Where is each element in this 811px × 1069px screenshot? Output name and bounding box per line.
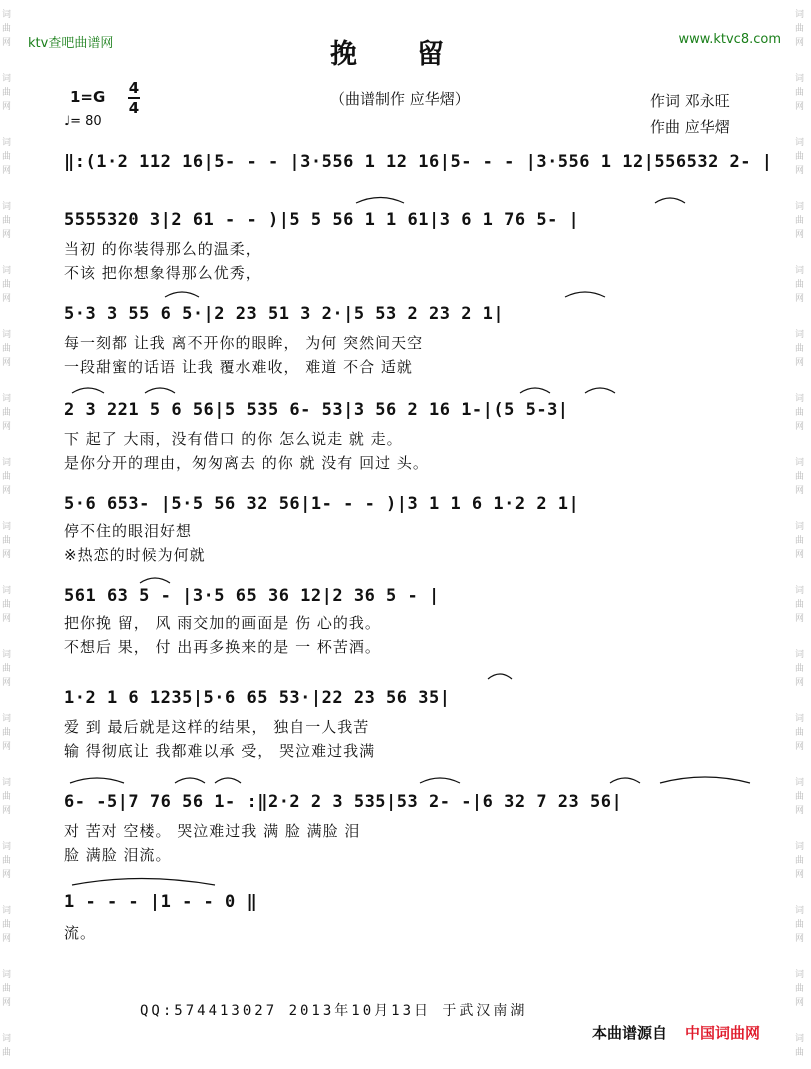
watermark-char: 词 xyxy=(2,394,12,404)
meter-top: 4 xyxy=(128,79,140,97)
watermark-char: 网 xyxy=(795,102,805,112)
watermark-char: 网 xyxy=(795,294,805,304)
watermark-char: 网 xyxy=(795,38,805,48)
watermark-char: 词 xyxy=(2,522,12,532)
watermark-char: 词 xyxy=(795,330,805,340)
watermark-char: 网 xyxy=(2,934,12,944)
watermark-char: 网 xyxy=(2,230,12,240)
lyric-line-2b: 不该 把你想象得那么优秀， xyxy=(64,264,262,282)
lyricist-credit: 作词 邓永旺 xyxy=(650,92,730,110)
watermark-char: 词 xyxy=(795,970,805,980)
lyric-line-3a: 每一刻都 让我 离不开你的眼眸， 为何 突然间天空 xyxy=(64,334,424,352)
watermark-char: 词 xyxy=(2,778,12,788)
notation-line-4: 2 3 221 5 6 56|5 535 6- 53|3 56 2 16 1-|(5 5-3| xyxy=(64,400,569,420)
watermark-char: 曲 xyxy=(795,984,805,994)
watermark-char: 网 xyxy=(795,358,805,368)
watermark-char: 网 xyxy=(795,678,805,688)
watermark-char: 网 xyxy=(2,806,12,816)
watermark-char: 词 xyxy=(2,266,12,276)
score-maker: （曲谱制作 应华熠） xyxy=(330,90,470,108)
lyric-line-2a: 当初 的你装得那么的温柔， xyxy=(64,240,262,258)
watermark-char: 曲 xyxy=(2,536,12,546)
watermark-char: 曲 xyxy=(795,920,805,930)
source-label: 本曲谱源自 xyxy=(592,1024,668,1042)
watermark-char: 词 xyxy=(795,394,805,404)
watermark-char: 词 xyxy=(795,74,805,84)
watermark-char: 曲 xyxy=(795,408,805,418)
watermark-char: 网 xyxy=(2,998,12,1008)
watermark-char: 词 xyxy=(2,10,12,20)
watermark-char: 曲 xyxy=(2,88,12,98)
watermark-char: 网 xyxy=(2,38,12,48)
lyric-line-5a: 停不住的眼泪好想 xyxy=(64,522,193,540)
notation-line-6: 561 63 5 - |3·5 65 36 12|2 36 5 - | xyxy=(64,586,440,606)
contact-date-line: QQ:574413027 2013年10月13日 于武汉南湖 xyxy=(140,1003,528,1019)
source-credit xyxy=(592,1022,760,1043)
watermark-char: 曲 xyxy=(795,472,805,482)
watermark-char: 词 xyxy=(795,778,805,788)
notation-line-1: ‖:(1·2 112 16|5- - - |3·556 1 12 16|5- - - |3·556 1 12|556532 2- | xyxy=(64,152,773,172)
watermark-char: 曲 xyxy=(795,152,805,162)
watermark-char: 词 xyxy=(795,842,805,852)
watermark-char: 曲 xyxy=(795,216,805,226)
watermark-char: 曲 xyxy=(795,792,805,802)
notation-line-8: 6- -5|7 76 56 1- :‖2·2 2 3 535|53 2- -|6 32 7 23 56| xyxy=(64,792,623,812)
watermark-char: 网 xyxy=(2,294,12,304)
lyric-line-6a: 把你挽 留， 风 雨交加的画面是 伤 心的我。 xyxy=(64,614,381,632)
notation-line-7: 1·2 1 6 1235|5·6 65 53·|22 23 56 35| xyxy=(64,688,451,708)
watermark-char: 网 xyxy=(2,422,12,432)
watermark-char: 网 xyxy=(2,742,12,752)
lyric-line-8a: 对 苦对 空楼。 哭泣难过我 满 脸 满脸 泪 xyxy=(64,822,361,840)
lyric-line-9a: 流。 xyxy=(64,924,97,942)
lyric-line-4b: 是你分开的理由，匆匆离去 的你 就 没有 回过 头。 xyxy=(64,454,429,472)
watermark-char: 网 xyxy=(795,934,805,944)
watermark-char: 网 xyxy=(2,870,12,880)
composer-credit: 作曲 应华熠 xyxy=(650,118,730,136)
watermark-char: 词 xyxy=(2,330,12,340)
watermark-char: 网 xyxy=(795,166,805,176)
tempo-marking: ♩= 80 xyxy=(64,114,102,129)
watermark-char: 词 xyxy=(2,586,12,596)
watermark-char: 曲 xyxy=(795,664,805,674)
watermark-char: 网 xyxy=(795,422,805,432)
watermark-char: 词 xyxy=(2,714,12,724)
watermark-char: 网 xyxy=(2,102,12,112)
watermark-char: 网 xyxy=(2,614,12,624)
key-signature: 1=G xyxy=(70,88,106,106)
watermark-char: 曲 xyxy=(2,152,12,162)
watermark-char: 网 xyxy=(795,230,805,240)
notation-line-3: 5·3 3 55 6 5·|2 23 51 3 2·|5 53 2 23 2 1| xyxy=(64,304,505,324)
watermark-char: 曲 xyxy=(2,24,12,34)
watermark-char: 网 xyxy=(795,806,805,816)
lyric-line-8b: 脸 满脸 泪流。 xyxy=(64,846,172,864)
notation-line-5: 5·6 653- |5·5 56 32 56|1- - - )|3 1 1 6 1·2 2 1| xyxy=(64,494,580,514)
lyric-line-6b: 不想后 果， 付 出再多换来的是 一 杯苦酒。 xyxy=(64,638,381,656)
watermark-char: 词 xyxy=(2,202,12,212)
watermark-char: 词 xyxy=(2,74,12,84)
watermark-char: 曲 xyxy=(795,344,805,354)
lyric-line-7a: 爱 到 最后就是这样的结果， 独自一人我苦 xyxy=(64,718,370,736)
watermark-char: 词 xyxy=(795,522,805,532)
watermark-char: 网 xyxy=(795,998,805,1008)
watermark-char: 词 xyxy=(2,138,12,148)
watermark-char: 网 xyxy=(2,486,12,496)
lyric-line-7b: 输 得彻底让 我都难以承 受， 哭泣难过我满 xyxy=(64,742,376,760)
watermark-char: 网 xyxy=(795,486,805,496)
watermark-char: 网 xyxy=(2,166,12,176)
watermark-char: 曲 xyxy=(2,216,12,226)
watermark-char: 词 xyxy=(2,842,12,852)
watermark-char: 曲 xyxy=(2,856,12,866)
watermark-char: 曲 xyxy=(795,88,805,98)
time-signature xyxy=(128,80,140,116)
watermark-char: 曲 xyxy=(2,792,12,802)
watermark-right xyxy=(795,0,809,1069)
watermark-char: 曲 xyxy=(795,600,805,610)
watermark-char: 曲 xyxy=(795,24,805,34)
watermark-left xyxy=(2,0,16,1069)
watermark-char: 词 xyxy=(795,266,805,276)
site-url-right[interactable]: www.ktvc8.com xyxy=(678,32,781,47)
watermark-char: 曲 xyxy=(2,472,12,482)
meter-bottom: 4 xyxy=(128,99,140,117)
site-name-left[interactable]: ktv查吧曲谱网 xyxy=(28,36,114,51)
watermark-char: 网 xyxy=(2,358,12,368)
watermark-char: 词 xyxy=(2,458,12,468)
watermark-char: 词 xyxy=(795,1034,805,1044)
source-brand-link[interactable]: 中国词曲网 xyxy=(685,1024,761,1042)
watermark-char: 曲 xyxy=(2,920,12,930)
watermark-char: 网 xyxy=(795,550,805,560)
watermark-char: 曲 xyxy=(795,728,805,738)
watermark-char: 词 xyxy=(2,970,12,980)
watermark-char: 曲 xyxy=(2,984,12,994)
watermark-char: 曲 xyxy=(2,408,12,418)
watermark-char: 曲 xyxy=(2,728,12,738)
lyric-line-5b: ※热恋的时候为何就 xyxy=(64,546,206,564)
watermark-char: 词 xyxy=(795,650,805,660)
watermark-char: 曲 xyxy=(2,600,12,610)
lyric-line-4a: 下 起了 大雨，没有借口 的你 怎么说走 就 走。 xyxy=(64,430,403,448)
watermark-char: 曲 xyxy=(795,280,805,290)
watermark-char: 词 xyxy=(795,714,805,724)
watermark-char: 词 xyxy=(795,138,805,148)
watermark-char: 词 xyxy=(795,202,805,212)
watermark-char: 曲 xyxy=(2,1048,12,1058)
watermark-char: 词 xyxy=(2,906,12,916)
watermark-char: 曲 xyxy=(795,856,805,866)
watermark-char: 曲 xyxy=(795,536,805,546)
watermark-char: 网 xyxy=(795,614,805,624)
song-title: 挽留 xyxy=(330,39,504,70)
lyric-line-3b: 一段甜蜜的话语 让我 覆水难收， 难道 不合 适就 xyxy=(64,358,413,376)
watermark-char: 词 xyxy=(2,1034,12,1044)
watermark-char: 词 xyxy=(2,650,12,660)
watermark-char: 网 xyxy=(795,742,805,752)
watermark-char: 网 xyxy=(2,550,12,560)
watermark-char: 曲 xyxy=(2,664,12,674)
watermark-char: 词 xyxy=(795,458,805,468)
notation-line-9: 1 - - - |1 - - 0 ‖ xyxy=(64,892,258,912)
watermark-char: 曲 xyxy=(2,280,12,290)
watermark-char: 网 xyxy=(2,678,12,688)
watermark-char: 词 xyxy=(795,586,805,596)
watermark-char: 曲 xyxy=(795,1048,805,1058)
notation-line-2: 5555320 3|2 61 - - )|5 5 56 1 1 61|3 6 1 76 5- | xyxy=(64,210,580,230)
watermark-char: 曲 xyxy=(2,344,12,354)
watermark-char: 网 xyxy=(795,870,805,880)
watermark-char: 词 xyxy=(795,906,805,916)
watermark-char: 词 xyxy=(795,10,805,20)
